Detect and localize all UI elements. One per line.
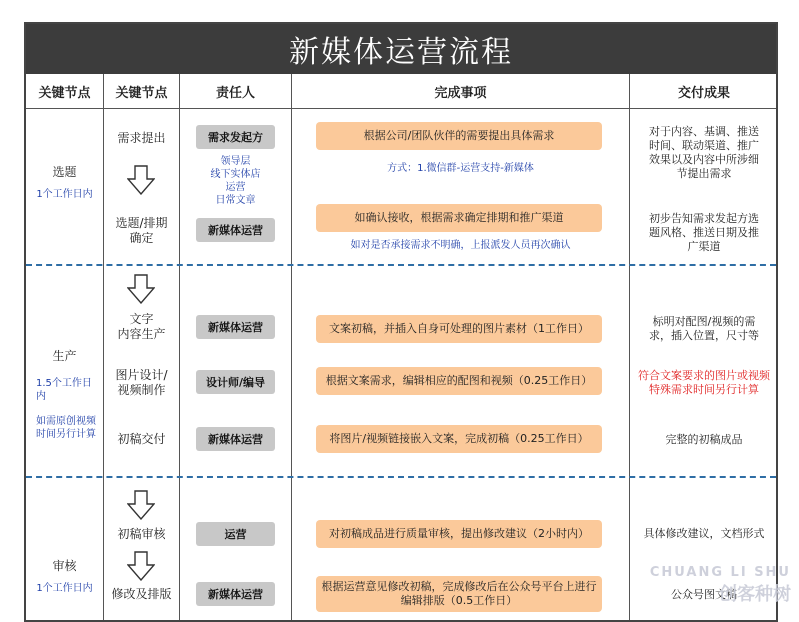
result-line: 标明对配图/视频的需 — [652, 315, 756, 328]
result-line: 广渠道 — [687, 240, 721, 253]
section-divider — [26, 476, 776, 478]
source-item: 线下实体店 — [210, 169, 261, 180]
result-media-requirements — [630, 314, 778, 344]
task-confirm-schedule: 如确认接收，根据需求确定排期和推广渠道 — [316, 204, 602, 232]
step-first-draft: 初稿交付 — [117, 431, 166, 446]
result-line: 节提出需求 — [676, 167, 732, 180]
arrow-down-icon — [127, 490, 155, 520]
header-owner: 责任人 — [215, 85, 255, 101]
result-line: 初步告知需求发起方选 — [649, 212, 759, 225]
stage-name-review: 审核 — [52, 558, 77, 573]
note-line: 如需原创视频 — [36, 416, 96, 427]
watermark-cn: 创客种树 — [719, 584, 791, 605]
owner-requester: 需求发起方 — [196, 125, 275, 149]
stage-note-production — [26, 414, 103, 442]
stage-name-topic: 选题 — [52, 164, 77, 179]
source-item: 运营 — [225, 182, 246, 193]
owner-newmedia-ops: 新媒体运营 — [196, 427, 275, 451]
task-edit-media: 根据文案需求，编辑相应的配图和视频（0.25工作日） — [316, 367, 602, 395]
step-text-production — [104, 310, 179, 344]
task-quality-review: 对初稿成品进行质量审核，提出修改建议（2小时内） — [316, 520, 602, 548]
source-item: 领导层 — [220, 156, 251, 167]
header-deliverables: 交付成果 — [677, 85, 730, 101]
header-key-node-1: 关键节点 — [38, 85, 91, 101]
watermark-logo — [650, 565, 791, 606]
task-submit-request: 根据公司/团队伙伴的需要提出具体需求 — [316, 122, 602, 150]
owner-designer-director: 设计师/编导 — [196, 370, 275, 394]
header-key-node-2: 关键节点 — [115, 85, 168, 101]
page-title: 新媒体运营流程 — [26, 24, 776, 74]
stage-name-production: 生产 — [52, 348, 77, 363]
result-first-draft: 完整的初稿成品 — [665, 432, 743, 446]
step-request: 需求提出 — [117, 130, 166, 145]
step-design-video — [104, 366, 179, 400]
result-revision-notes: 具体修改建议，文档形式 — [643, 526, 765, 540]
task-confirm-note: 如对是否承接需求不明确，上报派发人员再次确认 — [350, 239, 571, 251]
source-item: 日常文章 — [215, 195, 256, 206]
process-table — [24, 22, 778, 622]
result-line: 题风格、推送日期及推 — [649, 226, 759, 239]
result-line: 符合文案要求的图片或视频 — [638, 369, 770, 382]
time-line: 1.5个工作日 — [36, 378, 92, 389]
task-embed-media: 将图片/视频链接嵌入文案，完成初稿（0.25工作日） — [316, 425, 602, 453]
result-line: 特殊需求时间另行计算 — [649, 383, 759, 396]
step-schedule-line2: 确定 — [129, 231, 154, 245]
requester-sources — [180, 154, 291, 208]
task-copy-draft: 文案初稿，并插入自身可处理的图片素材（1工作日） — [316, 315, 602, 343]
result-media-assets — [630, 368, 778, 398]
column-divider — [291, 74, 292, 620]
step-schedule — [104, 214, 179, 248]
note-line: 时间另行计算 — [36, 429, 96, 440]
owner-newmedia-ops: 新媒体运营 — [196, 315, 275, 339]
owner-newmedia-ops: 新媒体运营 — [196, 582, 275, 606]
arrow-down-icon — [127, 551, 155, 581]
result-line: 效果以及内容中所涉细 — [649, 153, 759, 166]
task-line: 编辑排版（0.5工作日） — [400, 594, 518, 607]
header-tasks: 完成事项 — [434, 85, 487, 101]
task-request-method: 方式：1.微信群-运营支持-新媒体 — [387, 162, 534, 174]
arrow-down-icon — [127, 165, 155, 195]
result-line: 对于内容、基调、推送 — [649, 125, 759, 138]
step-line: 内容生产 — [117, 327, 166, 341]
section-divider — [26, 264, 776, 266]
arrow-down-icon — [127, 274, 155, 304]
stage-time-production — [26, 376, 103, 404]
task-revise-and-layout — [316, 576, 602, 612]
stage-time-review: 1个工作日内 — [36, 582, 93, 594]
step-schedule-line1: 选题/排期 — [115, 216, 168, 230]
owner-newmedia-ops: 新媒体运营 — [196, 218, 275, 242]
step-draft-review: 初稿审核 — [117, 526, 166, 541]
stage-time-topic: 1个工作日内 — [36, 188, 93, 200]
owner-operations: 运营 — [196, 522, 275, 546]
watermark-en: CHUANG LI SHU — [649, 565, 791, 580]
result-article-draft: 公众号图文稿 — [671, 587, 737, 601]
step-line: 图片设计/ — [115, 368, 168, 382]
result-topic-style — [630, 210, 778, 256]
result-line: 求，插入位置，尺寸等 — [649, 329, 759, 342]
result-request-details — [630, 122, 778, 184]
step-line: 视频制作 — [117, 383, 166, 397]
step-line: 文字 — [129, 312, 154, 326]
step-revise-layout: 修改及排版 — [111, 586, 172, 601]
task-line: 根据运营意见修改初稿，完成修改后在公众号平台上进行 — [321, 580, 597, 593]
time-line: 内 — [36, 391, 46, 402]
result-line: 时间、联动渠道、推广 — [649, 139, 759, 152]
